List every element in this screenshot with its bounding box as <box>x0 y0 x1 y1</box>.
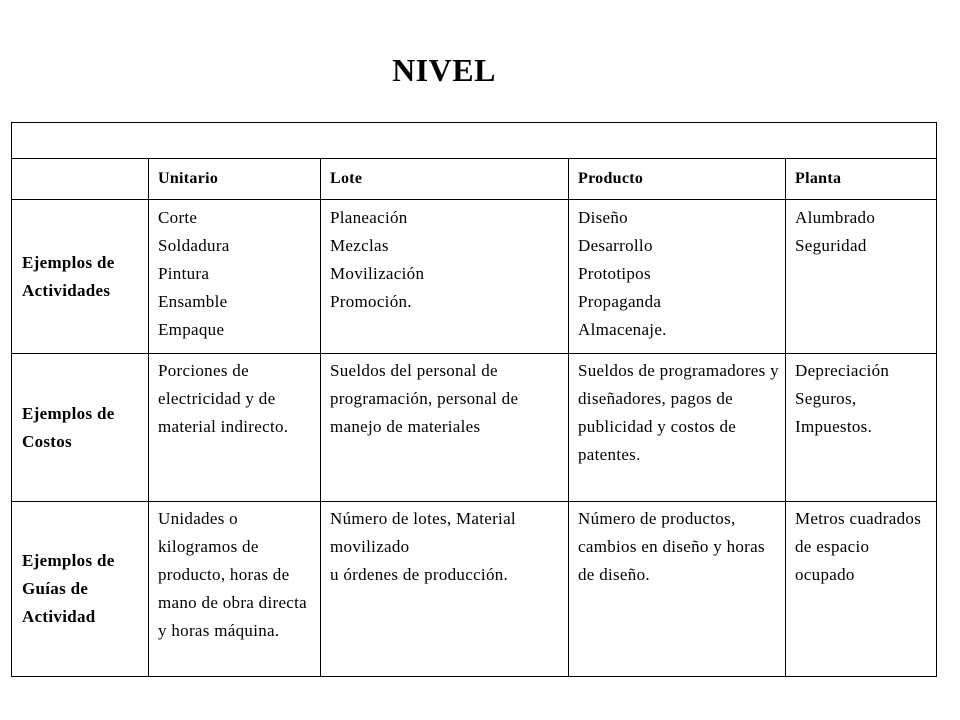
list-item: Promoción. <box>330 292 412 311</box>
list-item: Seguridad <box>795 236 867 255</box>
page-title: NIVEL <box>392 52 496 88</box>
row-label-guias: Ejemplos de Guías de Actividad <box>12 502 149 677</box>
list-item: Pintura <box>158 264 210 283</box>
cell-actividades-planta <box>786 200 937 354</box>
header-planta: Planta <box>786 159 937 200</box>
blank-cell <box>12 123 937 159</box>
cell-text: Porciones de electricidad y de material indirecto. <box>158 361 289 436</box>
cell-guias-lote <box>321 502 569 677</box>
cell-guias-unitario <box>149 502 321 677</box>
header-lote: Lote <box>321 159 569 200</box>
table-blank-row <box>12 123 937 159</box>
table-row-costos <box>12 354 937 502</box>
cell-guias-planta <box>786 502 937 677</box>
cell-costos-lote <box>321 354 569 502</box>
table-row-guias <box>12 502 937 677</box>
list-item: u órdenes de producción. <box>330 565 509 584</box>
cell-text: Unidades o kilogramos de producto, horas de mano de obra directa y horas máquina. <box>158 509 308 640</box>
cell-costos-planta <box>786 354 937 502</box>
cell-text: Metros cuadrados de espacio ocupado <box>795 509 922 584</box>
list-item: Propaganda <box>578 292 662 311</box>
cell-costos-unitario <box>149 354 321 502</box>
list-item: Planeación <box>330 208 408 227</box>
cell-text: Número de lotes, Material movilizado <box>330 509 516 556</box>
cell-text: Sueldos de programadores y diseñadores, pagos de publicidad y costos de patentes. <box>578 361 779 464</box>
list-item: Almacenaje. <box>578 320 667 339</box>
list-item: Alumbrado <box>795 208 876 227</box>
header-corner-cell <box>12 159 149 200</box>
cell-guias-producto <box>569 502 786 677</box>
list-item: Desarrollo <box>578 236 653 255</box>
list-item: Ensamble <box>158 292 228 311</box>
list-item: Prototipos <box>578 264 651 283</box>
table-header-row <box>12 159 937 200</box>
cell-text: Sueldos del personal de programación, personal de manejo de materiales <box>330 361 519 436</box>
list-item: Diseño <box>578 208 628 227</box>
list-item: Soldadura <box>158 236 230 255</box>
cell-actividades-lote <box>321 200 569 354</box>
header-unitario: Unitario <box>149 159 321 200</box>
activity-levels-table <box>11 122 937 677</box>
list-item: Depreciación <box>795 361 890 380</box>
row-label-actividades: Ejemplos de Actividades <box>12 200 149 354</box>
row-label-costos: Ejemplos de Costos <box>12 354 149 502</box>
list-item: Mezclas <box>330 236 389 255</box>
header-producto: Producto <box>569 159 786 200</box>
table-row-actividades <box>12 200 937 354</box>
cell-costos-producto <box>569 354 786 502</box>
cell-text: Número de productos, cambios en diseño y horas de diseño. <box>578 509 765 584</box>
cell-actividades-producto <box>569 200 786 354</box>
list-item: Corte <box>158 208 198 227</box>
list-item: Seguros, <box>795 389 857 408</box>
cell-actividades-unitario <box>149 200 321 354</box>
list-item: Empaque <box>158 320 225 339</box>
list-item: Movilización <box>330 264 425 283</box>
list-item: Impuestos. <box>795 417 873 436</box>
